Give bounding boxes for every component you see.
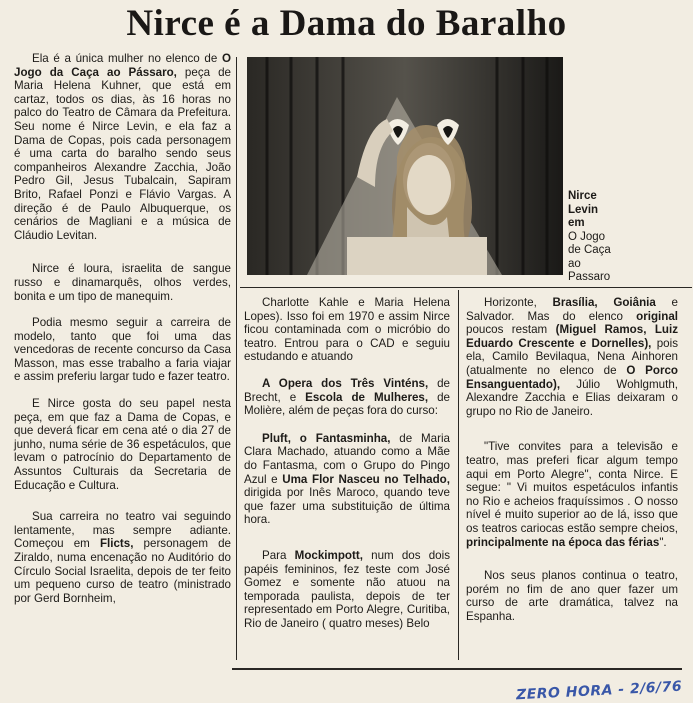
bold-text: (Miguel Ramos, Luiz Eduardo Crescente e Dornelles),	[466, 323, 678, 350]
paragraph	[14, 510, 231, 605]
photo-nirce-levin	[247, 57, 563, 275]
text: de Brecht, e	[244, 376, 450, 404]
text: ".	[659, 535, 667, 549]
paragraph	[244, 296, 450, 364]
column-divider-2	[458, 290, 459, 660]
bold-text: Pluft, o Fantasminha,	[262, 431, 391, 445]
text: E Nirce gosta do seu papel nesta peça, em que faz a Dama de Copas, e que deverá ficar em cena até o dia 27 de junho, numa série de 36 espetáculos, que levam o patrocínio do Departamento de Assuntos Culturais da Secretaria de Educação e Cultura.	[14, 397, 231, 492]
paragraph	[466, 296, 678, 418]
paragraph	[14, 397, 231, 492]
caption-line: em	[568, 217, 585, 229]
column-2	[244, 296, 450, 630]
photo-caption	[568, 190, 638, 285]
text: Sua carreira no teatro vai seguindo lentamente, mas sempre adiante. Começou em	[14, 510, 231, 551]
bold-text: O Jogo da Caça ao Pássaro,	[14, 52, 231, 79]
text: Júlio Wohlgmuth, Alexandre Zacchia e Elias deixaram o grupo no Rio de Janeiro.	[466, 377, 678, 418]
text: peça de Maria Helena Kuhner, que está em cartaz, todos os dias, às 16 horas no palco do Teatro de Câmara da Prefeitura. Seu nome é Nirce Levin, e ela faz a Dama de Copas, pois cada personagem é uma carta do baralho sendo seus companheiros Alexandre Zacchia, João Pedro Gil, Jesus Tubalcain, Sapiram Brito, Rafael Ponzi e Flávio Vargas. A direção é de Paulo Albuquerque, os cenários de Magliani e a música de Cláudio Levitan.	[14, 65, 231, 242]
column-3	[466, 296, 678, 623]
text: Horizonte,	[484, 296, 553, 309]
text: Ela é a única mulher no elenco de	[32, 52, 222, 65]
bold-text: Brasília, Goiânia	[552, 296, 656, 309]
text: num dos dois papéis femininos, fez teste com José Gomez e somente não atuou na temporada paulista, depois de ter representado em Porto Alegre, Curitiba, Rio de Janeiro ( quatro meses) Belo	[244, 548, 450, 630]
caption-line: O Jogo	[568, 230, 606, 243]
bold-text: Flicts,	[99, 537, 134, 551]
caption-line: ao	[568, 257, 581, 270]
paragraph	[244, 432, 450, 527]
text: pois ela, Camilo Bevilaqua, Nena Ainhoren (atualmente no elenco de	[466, 336, 678, 377]
bold-text: O Porco Ensanguentado),	[466, 363, 678, 391]
caption-line: Levin	[568, 203, 599, 216]
text: personagem de Ziraldo, numa encenação no Auditório do Círculo Social Israelita, depois de ter feito um pequeno curso de teatro (ministrado por Gerd Bornheim,	[14, 537, 231, 605]
text: de Molière, além de peças fora do curso:	[244, 390, 450, 418]
bold-text: Uma Flor Nasceu no Telhado,	[282, 472, 450, 486]
text: de Maria Clara Machado, atuando como a Mãe do Fantasma, com o Grupo do Pingo Azul e	[244, 431, 450, 486]
paragraph	[244, 549, 450, 631]
text: poucos restam	[466, 323, 556, 337]
caption-line: de Caça	[568, 244, 611, 256]
date-stamp: ZERO HORA - 2/6/76	[515, 678, 683, 703]
column-1	[14, 52, 231, 605]
paragraph	[466, 569, 678, 623]
text: dirigida por Inês Maroco, quando teve que fazer uma substituição de última hora.	[244, 486, 450, 527]
bold-text: principalmente na época das férias	[466, 535, 660, 549]
text: e Salvador. Mas do elenco	[466, 296, 678, 323]
text: Nos seus planos continua o teatro, porém no fim de ano quer fazer um curso de arte dramática, talvez na Espanha.	[466, 569, 678, 623]
bold-text: Escola de Mulheres,	[305, 390, 429, 404]
text: Para	[262, 548, 295, 562]
bold-text: original	[636, 309, 678, 323]
photo-underline	[240, 287, 692, 288]
bold-text: Mockimpott,	[294, 548, 363, 562]
column-divider-1	[236, 57, 237, 660]
caption-line: Nirce	[568, 190, 597, 202]
paragraph	[14, 52, 231, 242]
text: "Tive convites para a televisão e teatro, mas preferi ficar algum tempo aqui em Porto Alegre", conta Nirce. E segue: " Vi muitos espetáculos infantis no Rio e acheios fraquíssimos . O nosso nível é muito superior ao de lá, isso que os teatros cariocas estão sempre cheios,	[466, 440, 678, 535]
paragraph	[14, 262, 231, 303]
paragraph	[244, 377, 450, 418]
text: Nirce é loura, israelita de sangue russo e dinamarquês, olhos verdes, bonita e um tipo de manequim.	[14, 262, 231, 303]
caption-line: Passaro	[568, 271, 611, 283]
text: Podia mesmo seguir a carreira de modelo, tanto que foi uma das vencedoras de recente concurso da Casa Masson, mas esse trabalho a faria viajar e assim preferiu largar tudo e fazer teatro.	[14, 316, 231, 384]
bold-text: A Opera dos Três Vinténs,	[262, 376, 429, 390]
paragraph	[466, 440, 678, 549]
paragraph	[14, 316, 231, 384]
text: Charlotte Kahle e Maria Helena Lopes). Isso foi em 1970 e assim Nirce ficou contaminada com o micróbio do teatro. Entrou para o CAD e seguiu estudando e atuando	[244, 296, 450, 364]
bottom-rule	[232, 668, 682, 670]
headline: Nirce é a Dama do Baralho	[126, 3, 567, 44]
